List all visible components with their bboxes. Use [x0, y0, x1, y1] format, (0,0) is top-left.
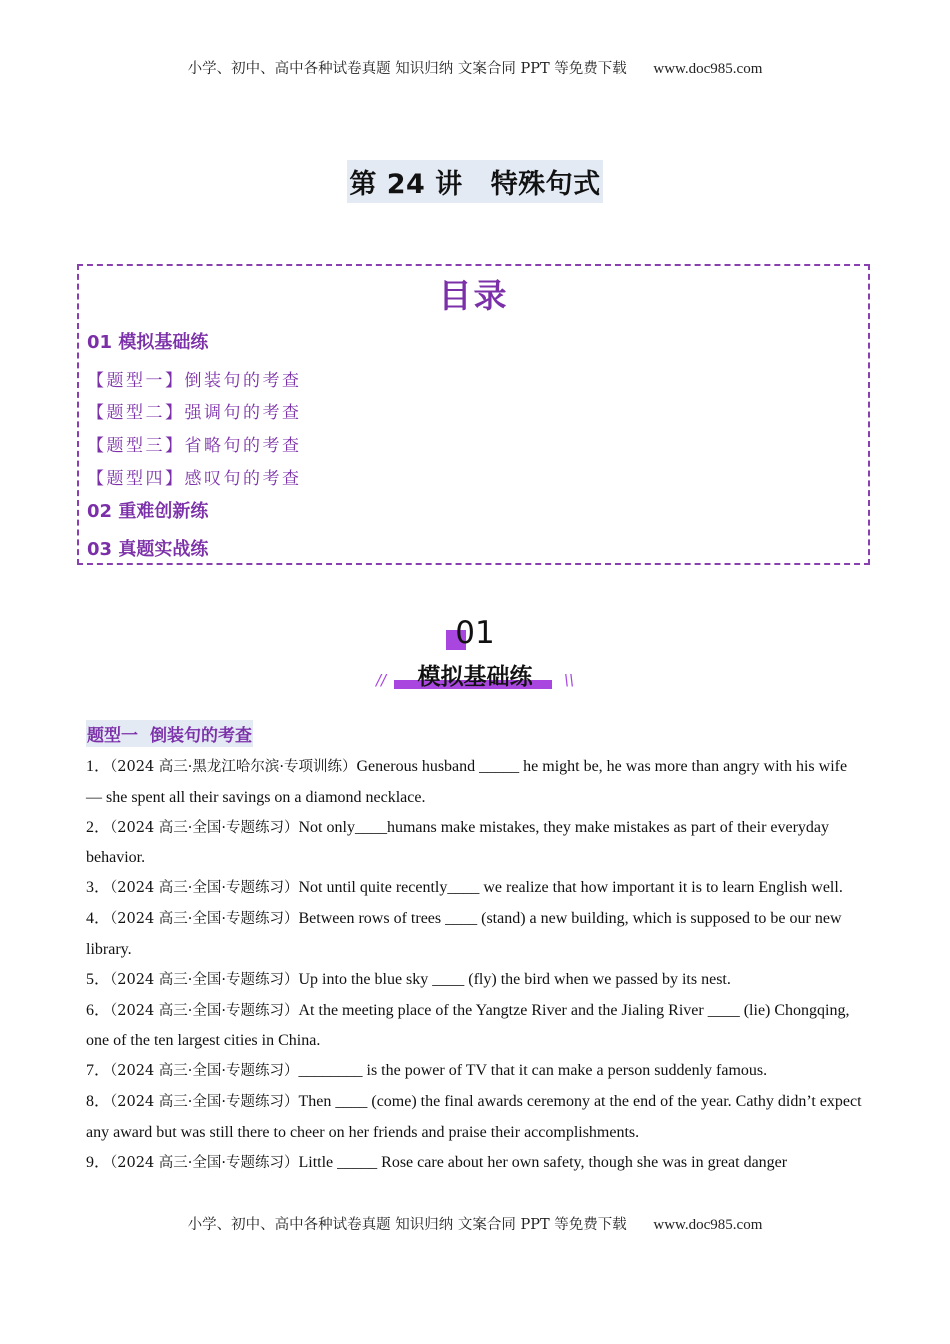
question-text: Up into the blue sky ____ (fly) the bird when we passed by its nest. [298, 970, 731, 988]
question-item [86, 1087, 866, 1147]
question-text: At the meeting place of the Yangtze River and the Jialing River ____ (lie) Chongqing, one of the ten largest cities in China. [86, 1001, 850, 1049]
question-type-heading [86, 720, 253, 747]
toc-section-02[interactable]: 02 重难创新练 [87, 501, 209, 522]
question-source: （2024 高三·全国·专题练习） [110, 971, 299, 988]
question-text: Not only____humans make mistakes, they make mistakes as part of their everyday behavior. [86, 818, 830, 866]
question-type-name: 倒装句的考查 [150, 726, 252, 746]
question-text: Not until quite recently____ we realize that how important it is to learn English well. [298, 879, 843, 896]
section-badge [370, 615, 580, 695]
question-text: Little _____ Rose care about her own safety, though she was in great danger [298, 1153, 788, 1171]
question-item [86, 996, 866, 1056]
table-of-contents [77, 264, 870, 565]
toc-section-01[interactable]: 01 模拟基础练 [87, 332, 209, 353]
question-source: （2024 高三·全国·专题练习） [110, 911, 299, 927]
footer-text: 小学、初中、高中各种试卷真题 知识归纳 文案合同 PPT 等免费下载 [187, 1217, 627, 1233]
question-number: 3． [86, 879, 111, 896]
toc-item-type-1[interactable]: 【题型一】倒装句的考查 [87, 371, 302, 391]
header-text: 小学、初中、高中各种试卷真题 知识归纳 文案合同 PPT 等免费下载 [187, 61, 627, 77]
section-number: 01 [455, 615, 495, 651]
header-site: www.doc985.com [653, 61, 763, 77]
question-text: Generous husband _____ he might be, he was more than angry with his wife — she spent all their savings on a diamond necklace. [86, 758, 848, 806]
question-number: 2． [86, 818, 111, 836]
question-item [86, 1148, 866, 1179]
title-box [347, 160, 602, 203]
question-text: Between rows of trees ____ (stand) a new building, which is supposed to be our new library. [86, 910, 842, 958]
question-item [86, 752, 866, 812]
toc-item-type-4[interactable]: 【题型四】感叹句的考查 [87, 469, 302, 489]
question-source: （2024 高三·全国·专题练习） [110, 819, 299, 836]
section-label: 模拟基础练 [417, 664, 533, 690]
slash-decoration-left: // [376, 671, 387, 689]
lecture-number: 第 24 讲 [349, 169, 463, 200]
page-header [0, 57, 950, 78]
question-item [86, 965, 866, 996]
toc-section-03[interactable]: 03 真题实战练 [87, 539, 209, 560]
question-number: 4． [86, 910, 111, 927]
question-source: （2024 高三·全国·专题练习） [110, 880, 299, 896]
question-number: 6． [86, 1001, 111, 1019]
question-source: （2024 高三·全国·专题练习） [110, 1154, 299, 1171]
question-type-prefix: 题型一 [87, 726, 138, 746]
question-number: 9． [86, 1153, 111, 1171]
footer-site: www.doc985.com [653, 1217, 763, 1233]
question-item [86, 873, 866, 904]
question-item [86, 1056, 866, 1087]
lecture-topic: 特殊句式 [490, 169, 601, 200]
question-number: 5． [86, 970, 111, 988]
question-item [86, 904, 866, 964]
question-source: （2024 高三·全国·专题练习） [110, 1094, 299, 1110]
question-source: （2024 高三·黑龙江哈尔滨·专项训练） [110, 759, 357, 775]
toc-heading: 目录 [438, 276, 509, 315]
toc-item-type-2[interactable]: 【题型二】强调句的考查 [87, 403, 302, 423]
question-number: 8． [86, 1093, 111, 1110]
slash-decoration-right: \\ [563, 671, 574, 689]
toc-item-type-3[interactable]: 【题型三】省略句的考查 [87, 436, 302, 456]
question-list [86, 752, 866, 1179]
page-footer [0, 1213, 950, 1234]
question-text: ________ is the power of TV that it can make a person suddenly famous. [298, 1062, 768, 1079]
question-item [86, 813, 866, 873]
question-source: （2024 高三·全国·专题练习） [110, 1002, 299, 1019]
question-number: 1． [86, 758, 111, 775]
document-title [0, 160, 950, 203]
question-text: Then ____ (come) the final awards ceremony at the end of the year. Cathy didn’t expect any award but was still there to cheer on her friends and praise their accomplishments. [86, 1093, 862, 1141]
question-number: 7． [86, 1062, 111, 1079]
question-source: （2024 高三·全国·专题练习） [110, 1063, 299, 1079]
